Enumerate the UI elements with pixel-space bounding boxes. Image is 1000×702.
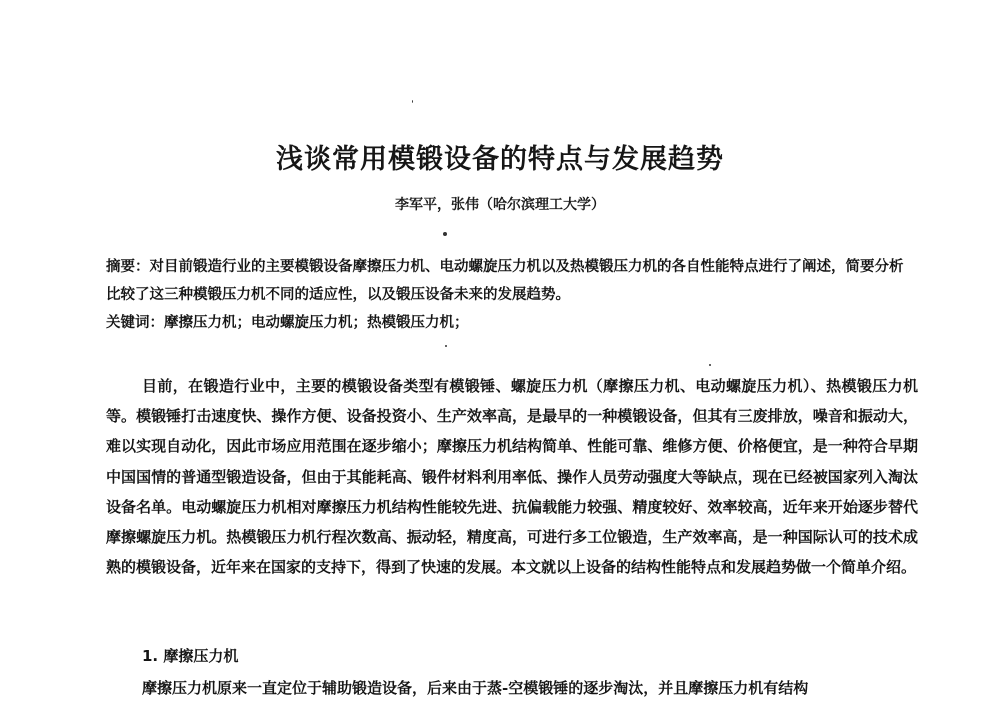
section-heading: 1. 摩擦压力机: [142, 647, 239, 665]
paper-authors: 李军平，张伟（哈尔滨理工大学）: [395, 197, 605, 213]
body-paragraph: 目前，在锻造行业中，主要的模锻设备类型有模锻锤、螺旋压力机（摩擦压力机、电动螺旋压力机）、热模锻压力机等。模锻锤打击速度快、操作方便、设备投资小、生产效率高，是最早的一种模锻设备，但其有三废排放，噪音和振动大，难以实现自动化，因此市场应用范围在逐步缩小；摩擦压力机结构简单、性能可靠、维修方便、价格便宜，是一种符合早期中国国情的普通型锻造设备，但由于其能耗高、锻件材料利用率低、操作人员劳动强度大等缺点，现在已经被国家列入淘汰设备名单。电动螺旋压力机相对摩擦压力机结构性能较先进、抗偏载能力较强、精度较好、效率较高，近年来开始逐步替代摩擦螺旋压力机。热模锻压力机行程次数高、振动轻，精度高，可进行多工位锻造，生产效率高，是一种国际认可的技术成熟的模锻设备，近年来在国家的支持下，得到了快速的发展。本文就以上设备的结构性能特点和发展趋势做一个简单介绍。: [106, 377, 918, 577]
scan-speck: [445, 345, 447, 347]
keywords-text: 摩擦压力机；电动螺旋压力机；热模锻压力机；: [164, 314, 469, 331]
keywords-label: 关键词：: [106, 314, 164, 331]
keywords-block: [106, 309, 916, 337]
abstract-block: [106, 253, 916, 309]
scan-speck: [709, 364, 711, 366]
abstract-label: 摘要：: [106, 258, 150, 275]
scan-speck: [443, 232, 447, 236]
scan-speck: [412, 100, 413, 103]
abstract-text: 对目前锻造行业的主要模锻设备摩擦压力机、电动螺旋压力机以及热模锻压力机的各自性能特点进行了阐述，简要分析比较了这三种模锻压力机不同的适应性，以及锻压设备未来的发展趋势。: [106, 258, 904, 303]
paper-title: 浅谈常用模锻设备的特点与发展趋势: [276, 144, 724, 175]
body-next-line: 摩擦压力机原来一直定位于辅助锻造设备，后来由于蒸-空模锻锤的逐步淘汰，并且摩擦压力机有结构: [142, 679, 809, 697]
